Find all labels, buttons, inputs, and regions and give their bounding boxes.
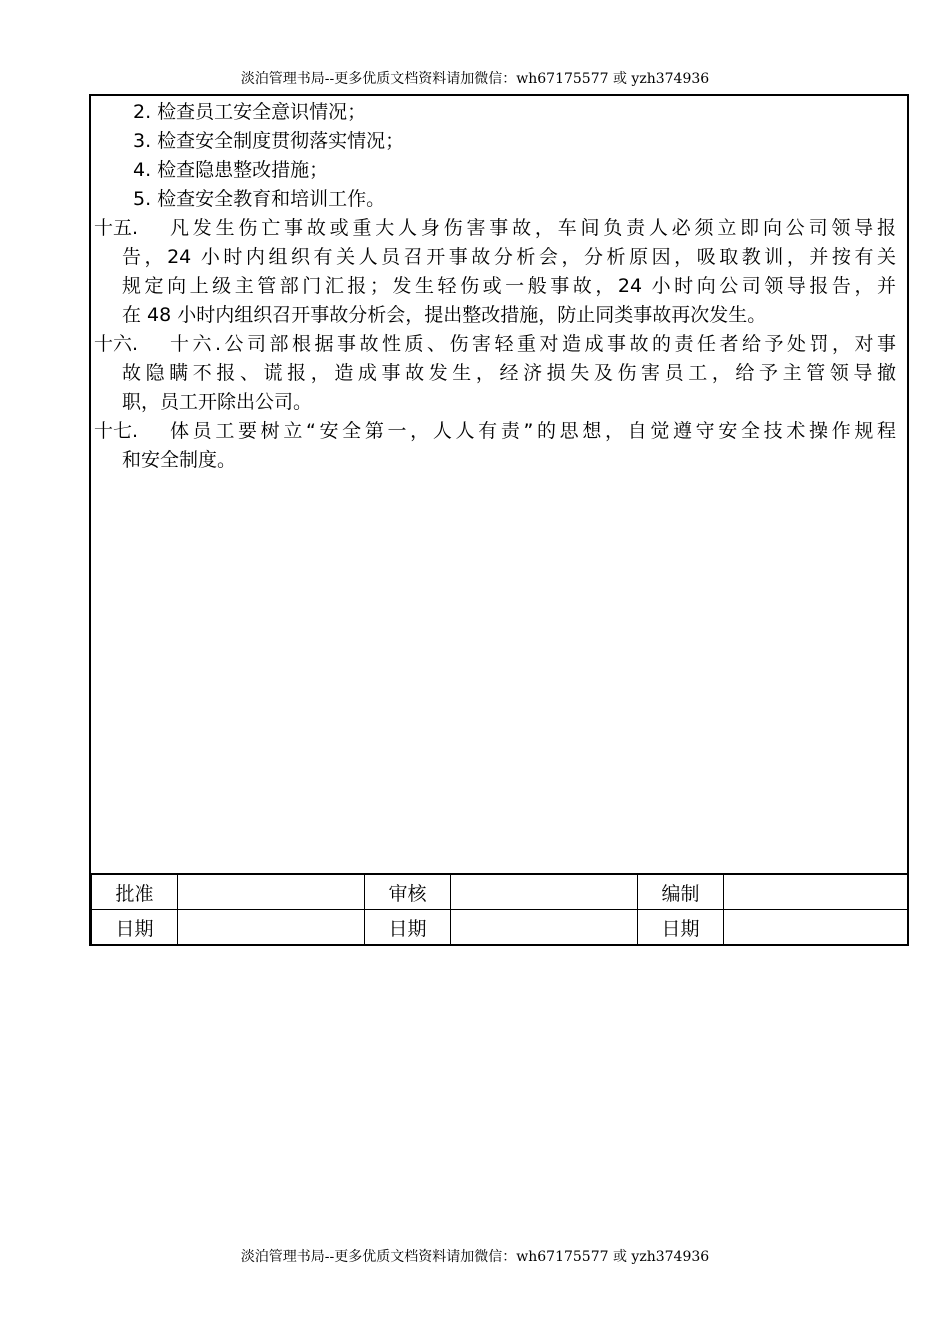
section-line: 故隐瞒不报、谎报，造成事故发生，经济损失及伤害员工，给予主管领导撤 xyxy=(122,362,896,384)
date-label: 日期 xyxy=(92,910,178,945)
check-item: 3. 检查安全制度贯彻落实情况； xyxy=(133,130,405,152)
section-line: 和安全制度。 xyxy=(122,449,237,471)
compile-label: 编制 xyxy=(638,874,724,910)
section-line: 凡发生伤亡事故或重大人身伤害事故，车间负责人必须立即向公司领导报 xyxy=(170,217,896,239)
check-item: 2. 检查员工安全意识情况； xyxy=(133,101,367,123)
review-date-field[interactable] xyxy=(451,910,638,945)
section-15 xyxy=(94,214,896,330)
document-frame xyxy=(89,94,909,946)
compile-date-field[interactable] xyxy=(724,910,908,945)
approve-label: 批准 xyxy=(92,874,178,910)
approval-row xyxy=(92,874,908,910)
section-line: 十六.公司部根据事故性质、伤害轻重对造成事故的责任者给予处罚，对事 xyxy=(170,333,896,355)
document-content xyxy=(91,96,907,872)
page-footer: 淡泊管理书局--更多优质文档资料请加微信：wh67175577 或 yzh374936 xyxy=(240,1249,710,1265)
check-item: 5. 检查安全教育和培训工作。 xyxy=(133,188,386,210)
section-16 xyxy=(94,330,896,417)
review-label: 审核 xyxy=(365,874,451,910)
section-line: 体员工要树立“安全第一，人人有责”的思想，自觉遵守安全技术操作规程 xyxy=(170,420,896,442)
section-line: 职，员工开除出公司。 xyxy=(122,391,313,413)
review-field[interactable] xyxy=(451,874,638,910)
check-item: 4. 检查隐患整改措施； xyxy=(133,159,329,181)
section-number: 十七. xyxy=(94,420,139,442)
date-label: 日期 xyxy=(638,910,724,945)
approve-date-field[interactable] xyxy=(178,910,365,945)
date-row xyxy=(92,910,908,945)
page-header: 淡泊管理书局--更多优质文档资料请加微信：wh67175577 或 yzh374936 xyxy=(240,71,710,87)
signature-table xyxy=(91,873,908,945)
date-label: 日期 xyxy=(365,910,451,945)
section-number: 十五. xyxy=(94,217,139,239)
approve-field[interactable] xyxy=(178,874,365,910)
section-line: 规定向上级主管部门汇报；发生轻伤或一般事故，24 小时向公司领导报告，并 xyxy=(122,275,896,297)
compile-field[interactable] xyxy=(724,874,908,910)
section-line: 告，24 小时内组织有关人员召开事故分析会，分析原因，吸取教训，并按有关 xyxy=(122,246,896,268)
section-17 xyxy=(94,417,896,475)
section-number: 十六. xyxy=(94,333,139,355)
section-line: 在 48 小时内组织召开事故分析会，提出整改措施，防止同类事故再次发生。 xyxy=(122,304,767,326)
